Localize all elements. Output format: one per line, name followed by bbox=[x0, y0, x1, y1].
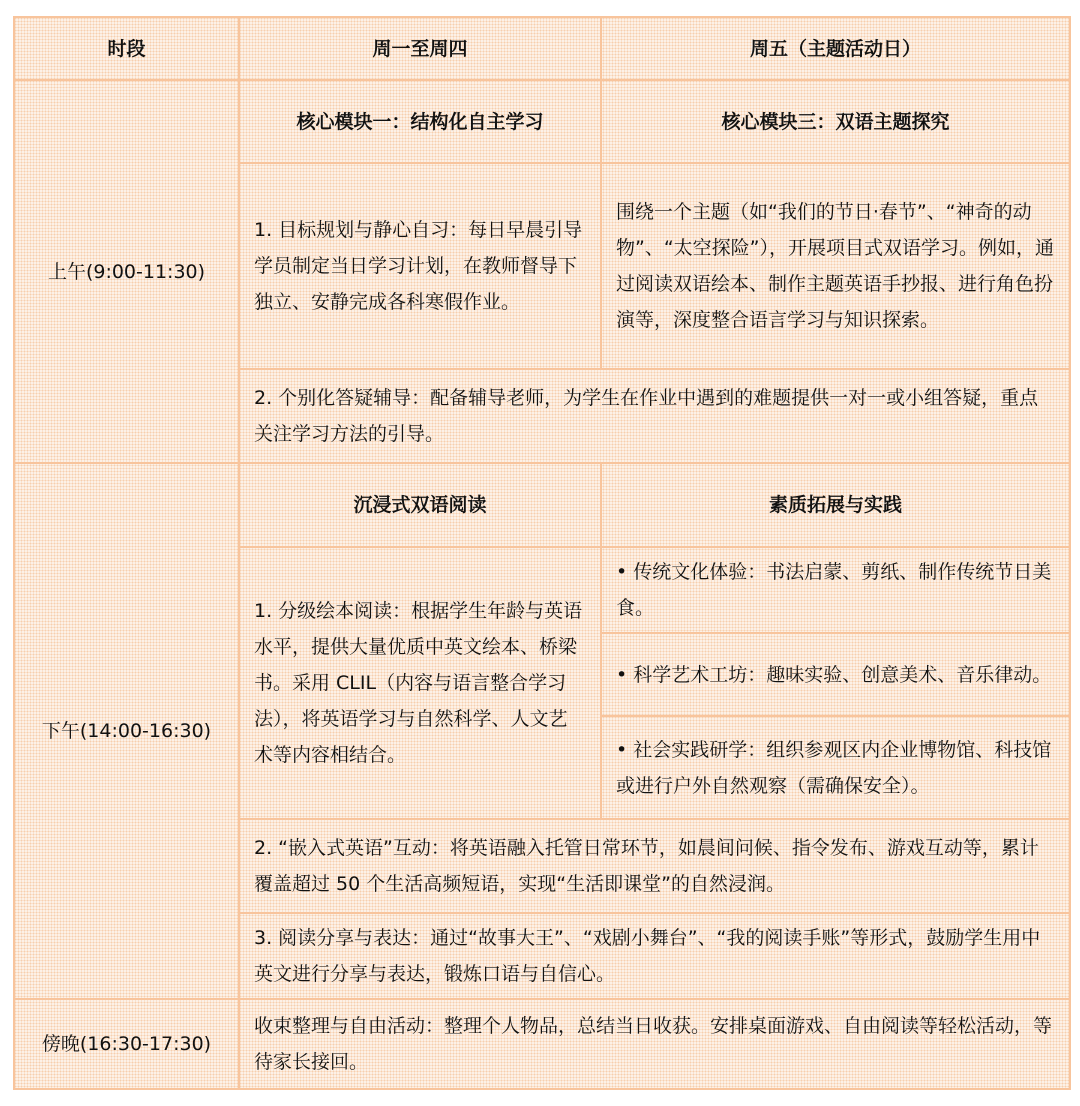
afternoon-item3: 3. 阅读分享与表达：通过“故事大王”、“戏剧小舞台”、“我的阅读手账”等形式，鼓励学生用中英文进行分享与表达，锻炼口语与自信心。 bbox=[239, 913, 1070, 999]
schedule-table bbox=[13, 16, 1071, 1090]
morning-item1: 1. 目标规划与静心自习：每日早晨引导学员制定当日学习计划，在教师督导下独立、安静完成各科寒假作业。 bbox=[239, 163, 601, 369]
afternoon-item1: 1. 分级绘本阅读：根据学生年龄与英语水平，提供大量优质中英文绘本、桥梁书。采用 CLIL（内容与语言整合学习法），将英语学习与自然科学、人文艺术等内容相结合。 bbox=[239, 547, 601, 819]
morning-label: 上午(9:00-11:30) bbox=[14, 80, 239, 463]
practice-item: • 传统文化体验：书法启蒙、剪纸、制作传统节日美食。 bbox=[601, 547, 1070, 633]
evening-text: 收束整理与自由活动：整理个人物品，总结当日收获。安排桌面游戏、自由阅读等轻松活动，等待家长接回。 bbox=[239, 999, 1070, 1089]
header-fri: 周五（主题活动日） bbox=[601, 17, 1070, 80]
morning-item2: 2. 个别化答疑辅导：配备辅导老师，为学生在作业中遇到的难题提供一对一或小组答疑，重点关注学习方法的引导。 bbox=[239, 369, 1070, 463]
practice-item: • 科学艺术工坊：趣味实验、创意美术、音乐律动。 bbox=[601, 633, 1070, 716]
afternoon-item2: 2. “嵌入式英语”互动：将英语融入托管日常环节，如晨间问候、指令发布、游戏互动等，累计覆盖超过 50 个生活高频短语，实现“生活即课堂”的自然浸润。 bbox=[239, 819, 1070, 913]
afternoon-reading-title: 沉浸式双语阅读 bbox=[239, 463, 601, 547]
morning-module1: 核心模块一：结构化自主学习 bbox=[239, 80, 601, 163]
evening-label: 傍晚(16:30-17:30) bbox=[14, 999, 239, 1089]
afternoon-label: 下午(14:00-16:30) bbox=[14, 463, 239, 999]
header-mon-thu: 周一至周四 bbox=[239, 17, 601, 80]
morning-theme: 围绕一个主题（如“我们的节日·春节”、“神奇的动物”、“太空探险”），开展项目式双语学习。例如，通过阅读双语绘本、制作主题英语手抄报、进行角色扮演等，深度整合语言学习与知识探索。 bbox=[601, 163, 1070, 369]
afternoon-practice-title: 素质拓展与实践 bbox=[601, 463, 1070, 547]
header-period: 时段 bbox=[14, 17, 239, 80]
morning-module3: 核心模块三：双语主题探究 bbox=[601, 80, 1070, 163]
practice-item: • 社会实践研学：组织参观区内企业博物馆、科技馆或进行户外自然观察（需确保安全）。 bbox=[601, 716, 1070, 819]
